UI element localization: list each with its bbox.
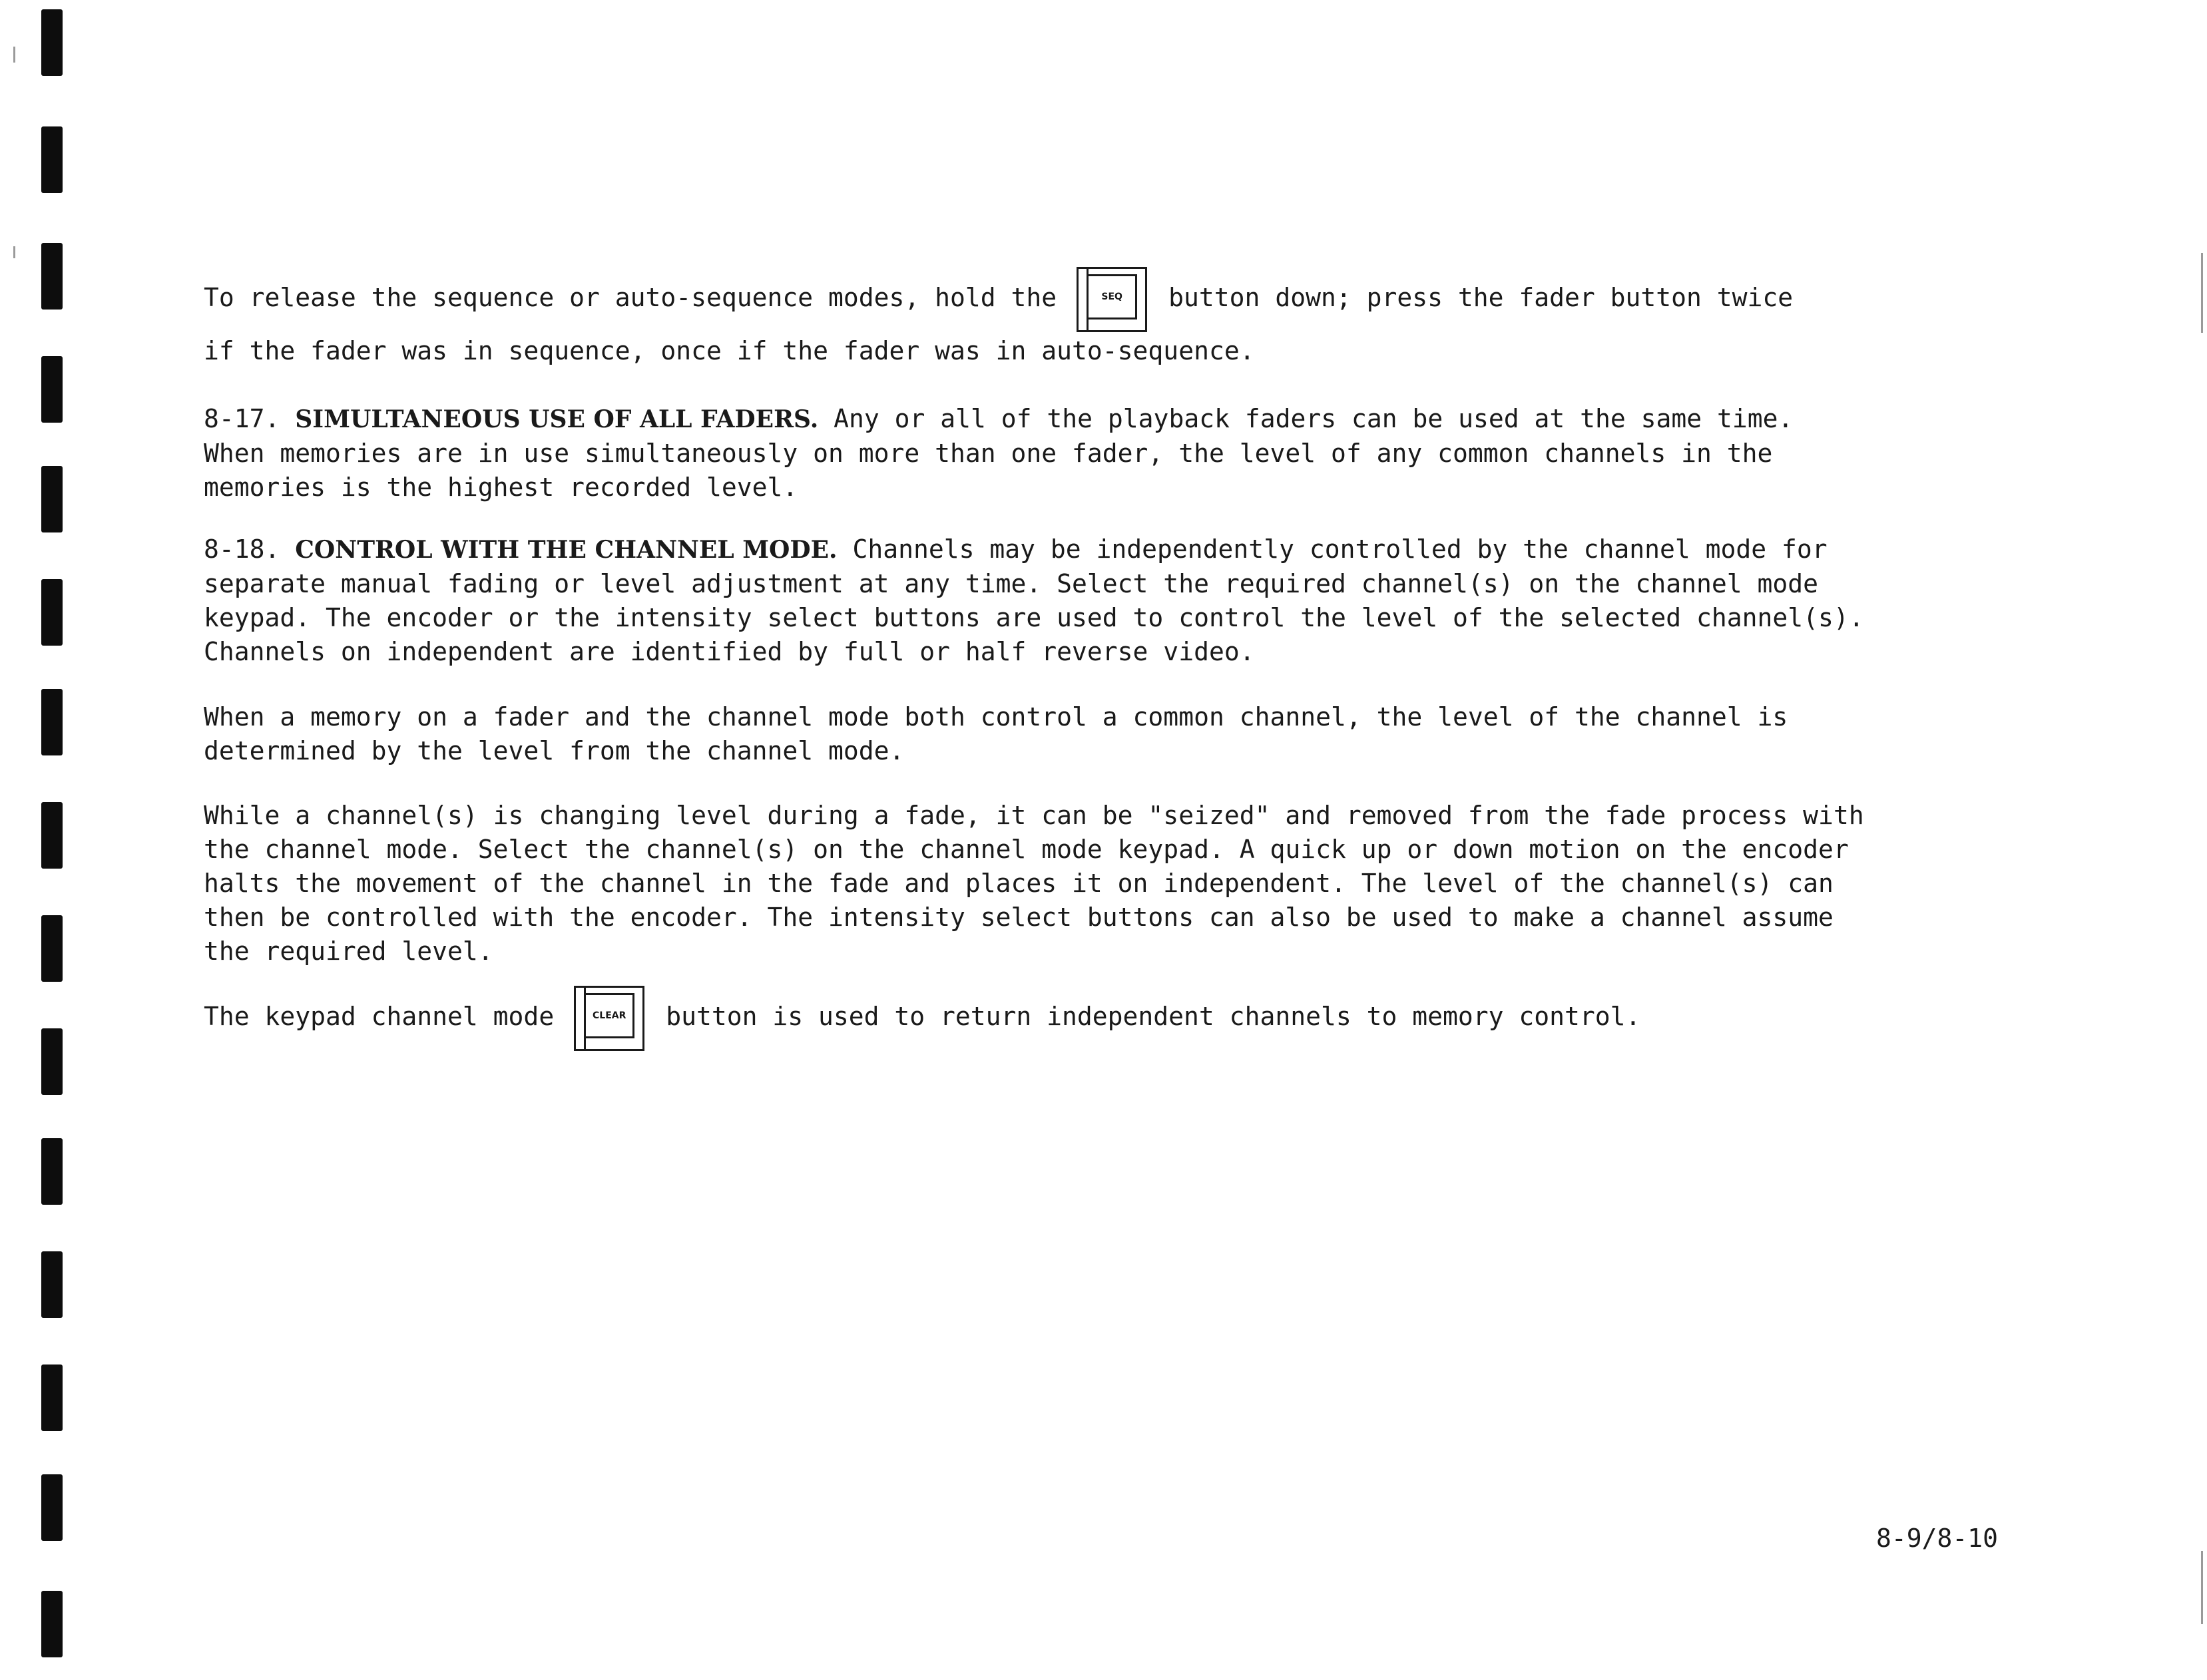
punch-hole bbox=[41, 1474, 63, 1541]
paragraph-seize-channel bbox=[204, 799, 2068, 968]
text-line: determined by the level from the channel mode. bbox=[204, 736, 905, 765]
punch-hole bbox=[41, 1138, 63, 1205]
punch-hole bbox=[41, 466, 63, 532]
text-line: the required level. bbox=[204, 937, 493, 966]
section-heading: SIMULTANEOUS USE OF ALL FADERS. bbox=[295, 405, 819, 433]
punch-hole bbox=[41, 356, 63, 423]
scan-edge-mark bbox=[13, 246, 15, 258]
punch-hole bbox=[41, 1591, 63, 1657]
text-line: When a memory on a fader and the channel mode both control a common channel, the level of the channel is bbox=[204, 702, 1788, 732]
section-8-17 bbox=[204, 402, 2068, 505]
punch-hole bbox=[41, 243, 63, 310]
punch-hole bbox=[41, 1028, 63, 1095]
text-line: if the fader was in sequence, once if the fader was in auto-sequence. bbox=[204, 336, 1255, 365]
text-line: While a channel(s) is changing level during a fade, it can be "seized" and removed from the fade process with bbox=[204, 801, 1864, 830]
text-line: keypad. The encoder or the intensity select buttons are used to control the level of the selected channel(s). bbox=[204, 603, 1864, 632]
text-line: button is used to return independent channels to memory control. bbox=[666, 1002, 1641, 1031]
text-line: memories is the highest recorded level. bbox=[204, 473, 798, 502]
clear-button-icon bbox=[574, 986, 644, 1051]
text-line: button down; press the fader button twice bbox=[1168, 283, 1794, 312]
text-line: When memories are in use simultaneously on more than one fader, the level of any common channels in the bbox=[204, 439, 1773, 468]
punch-hole bbox=[41, 126, 63, 193]
section-number: 8-17. bbox=[204, 404, 280, 433]
text-line: separate manual fading or level adjustment at any time. Select the required channel(s) on the channel mode bbox=[204, 569, 1819, 598]
page-number: 8-9/8-10 bbox=[1876, 1524, 1999, 1553]
text-line: Any or all of the playback faders can be used at the same time. bbox=[834, 404, 1794, 433]
punch-hole bbox=[41, 802, 63, 869]
punch-hole bbox=[41, 1365, 63, 1431]
paragraph-clear-button bbox=[204, 980, 2068, 1053]
paragraph-release-sequence bbox=[204, 261, 2068, 368]
paragraph-common-channel bbox=[204, 700, 2068, 768]
section-8-18 bbox=[204, 532, 2068, 669]
text-line: Channels on independent are identified by full or half reverse video. bbox=[204, 637, 1255, 666]
scan-edge-mark bbox=[2201, 1551, 2203, 1624]
punch-hole bbox=[41, 579, 63, 646]
punch-hole bbox=[41, 915, 63, 982]
clear-button-label: CLEAR bbox=[584, 993, 634, 1038]
text-line: The keypad channel mode bbox=[204, 1002, 555, 1031]
text-line: halts the movement of the channel in the fade and places it on independent. The level of the channel(s) can bbox=[204, 869, 1834, 898]
punch-hole bbox=[41, 689, 63, 755]
punch-hole bbox=[41, 1251, 63, 1318]
scan-edge-mark bbox=[2201, 253, 2203, 333]
text-line: then be controlled with the encoder. The intensity select buttons can also be used to make a channel assume bbox=[204, 903, 1834, 932]
seq-button-label: SEQ bbox=[1087, 274, 1137, 319]
scan-edge-mark bbox=[13, 47, 15, 63]
text-line: Channels may be independently controlled by the channel mode for bbox=[852, 534, 1828, 564]
text-line: To release the sequence or auto-sequence modes, hold the bbox=[204, 283, 1057, 312]
punch-hole bbox=[41, 9, 63, 76]
section-number: 8-18. bbox=[204, 534, 280, 564]
section-heading: CONTROL WITH THE CHANNEL MODE. bbox=[295, 536, 838, 564]
seq-button-icon bbox=[1077, 267, 1147, 332]
text-line: the channel mode. Select the channel(s) on the channel mode keypad. A quick up or down motion on the encoder bbox=[204, 835, 1849, 864]
